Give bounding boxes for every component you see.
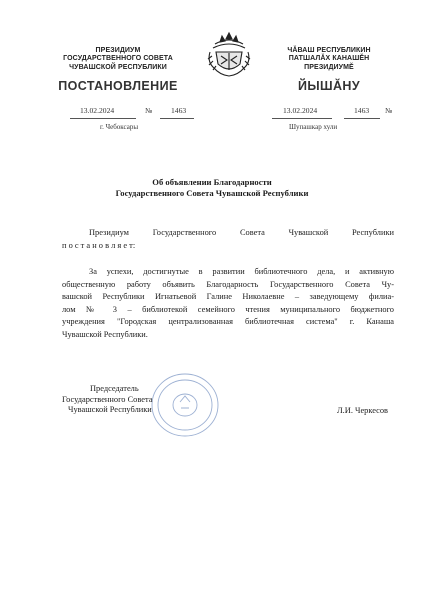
signatory-line: Чувашской Республики: [68, 405, 152, 414]
left-org-line: ЧУВАШСКОЙ РЕСПУБЛИКИ: [69, 63, 167, 71]
left-org-line: ПРЕЗИДИУМ: [95, 47, 141, 54]
left-org-line: ГОСУДАРСТВЕННОГО СОВЕТА: [63, 55, 173, 63]
intro-text: Президиум Государственного Совета Чувашской Республики: [89, 228, 394, 237]
right-doc-type: ЙЫШĂНУ: [297, 79, 360, 93]
signatory-line: Председатель: [90, 384, 139, 393]
official-seal: [150, 372, 220, 438]
right-number: 1463: [354, 106, 370, 115]
left-number-underline: [160, 118, 194, 119]
right-number-sign: №: [385, 106, 393, 115]
body-paragraph: [62, 266, 394, 342]
paragraph-line: учреждения "Городская централизованная библиотечная система" г. Канаша: [62, 317, 394, 327]
left-number: 1463: [171, 106, 187, 115]
right-city: Шупашкар хули: [289, 123, 338, 131]
coat-of-arms-emblem: [205, 30, 253, 80]
left-number-sign: №: [145, 106, 153, 115]
left-org-name: [52, 47, 184, 72]
paragraph-line: За успехи, достигнутые в развитии библиотечного дела, и активную: [89, 267, 394, 276]
paragraph-line: вашской Республики Игнатьевой Галине Николаевне – заведующему филиа-: [62, 292, 394, 302]
right-date-underline: [272, 118, 332, 119]
right-org-name: [264, 47, 394, 72]
document-title-line: Государственного Совета Чувашской Республики: [115, 188, 309, 198]
signatory-position: [62, 384, 152, 416]
signatory-name: Л.И. Черкесов: [337, 406, 389, 415]
right-org-line: ПРЕЗИДИУМĔ: [304, 63, 354, 71]
document-title-line: Об объявлении Благодарности: [152, 177, 272, 187]
left-doc-type: ПОСТАНОВЛЕНИЕ: [58, 79, 178, 93]
document-title: [52, 177, 372, 199]
left-date: 13.02.2024: [80, 106, 115, 115]
left-date-underline: [70, 118, 136, 119]
intro-line: [89, 227, 394, 240]
right-org-line: ПАТШАЛĂХ КАНАШĔН: [288, 55, 370, 63]
paragraph-line: Чувашской Республики.: [62, 329, 148, 339]
signatory-line: Государственного Совета: [62, 394, 153, 404]
right-org-line: ЧĂВАШ РЕСПУБЛИКИН: [287, 47, 371, 54]
right-number-underline: [344, 118, 380, 119]
right-date: 13.02.2024: [283, 106, 318, 115]
decree-word: п о с т а н о в л я е т:: [62, 241, 136, 250]
paragraph-line: общественную работу объявить Благодарность Государственного Совета Чу-: [62, 279, 394, 289]
paragraph-line: лом № 3 – библиотекой семейного чтения муниципального бюджетного: [62, 304, 394, 314]
left-city: г. Чебоксары: [100, 123, 139, 131]
